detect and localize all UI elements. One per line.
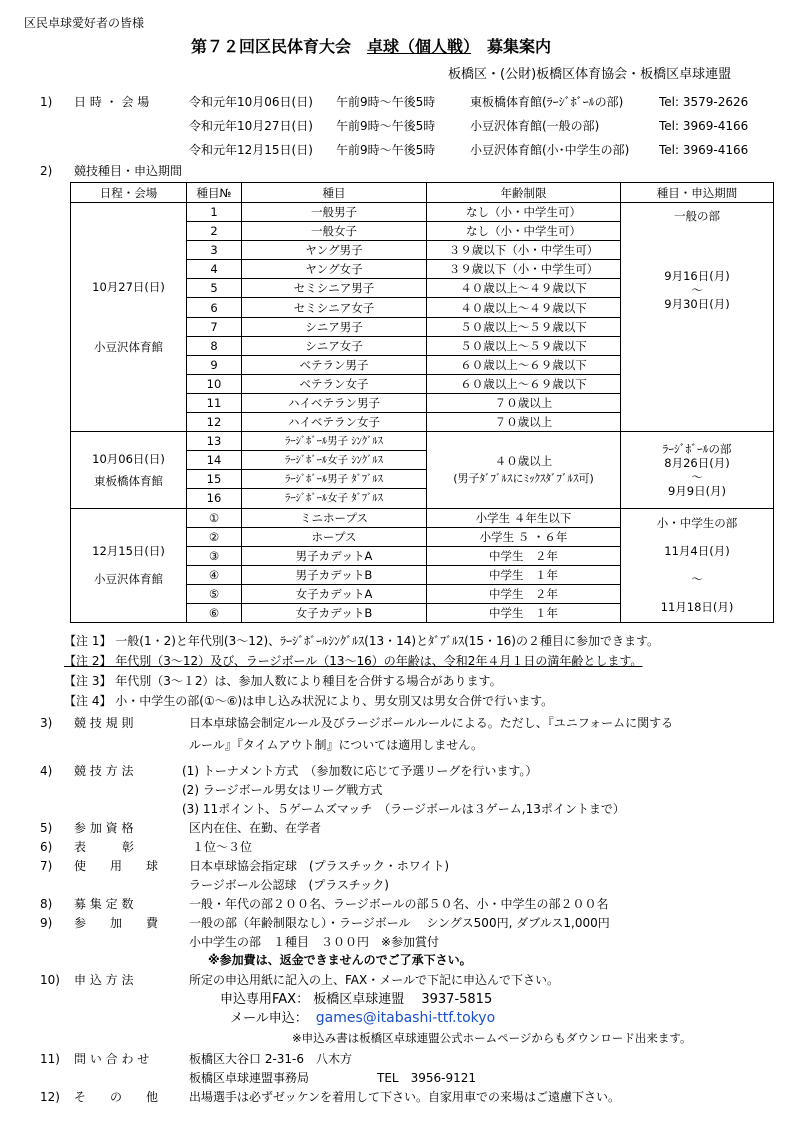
s6-text: １位～３位 [192, 840, 253, 854]
mail-link[interactable]: games@itabashi-ttf.tokyo [315, 1010, 496, 1026]
s1-row1-date: 令和元年10月06日(日) [189, 95, 313, 109]
s4-line3: (3) 11ポイント、５ゲームズマッチ （ラージボールは３ゲーム,13ポイントまで） [182, 802, 625, 816]
note-2: 【注 2】 年代別（3～12）及び、ラージボール（13～16）の年齢は、令和2年４月１日の満年齢とします。 [64, 654, 643, 668]
addressee: 区民卓球愛好者の皆様 [24, 16, 145, 30]
g1-period-tilde: ～ [691, 283, 703, 297]
s9-label: 参 加 費 [74, 916, 159, 930]
s9-line2: 小中学生の部 １種目 ３００円 ※参加賞付 [189, 935, 440, 949]
g1-event: 一般女子 [242, 222, 427, 241]
g2-no: 15 [187, 470, 242, 489]
s7-num: 7) [40, 859, 53, 873]
s10-line1: 所定の申込用紙に記入の上、FAX・メールで下記に申込んで下さい。 [189, 973, 559, 987]
fax-label: 申込専用FAX： [220, 992, 310, 1007]
g1-event: ハイベテラン男子 [242, 393, 427, 412]
g3-schedule-cell [71, 508, 187, 623]
g3-no: ⑥ [187, 603, 242, 622]
s8-num: 8) [40, 897, 53, 911]
g1-schedule-cell [71, 203, 187, 432]
th-schedule: 日程・会場 [71, 183, 187, 203]
s9-line1: 一般の部（年齢制限なし）・ラージボール シングス500円, ダブルス1,000円 [189, 916, 610, 930]
s7-line1: 日本卓球協会指定球 (プラスチック・ホワイト) [189, 859, 450, 873]
g2-event: ﾗｰｼﾞﾎﾞｰﾙ男子 ｼﾝｸﾞﾙｽ [242, 432, 427, 451]
table-row [71, 203, 774, 222]
s1-row2-date: 令和元年10月27日(日) [189, 119, 313, 133]
s3-label: 競 技 規 則 [74, 716, 134, 730]
s6-num: 6) [40, 840, 53, 854]
s8-text: 一般・年代の部２００名、ラージボールの部５０名、小・中学生の部２００名 [189, 897, 609, 911]
table-row [71, 432, 774, 451]
g1-age: ５０歳以上～５９歳以下 [427, 336, 621, 355]
th-period: 種目・申込期間 [621, 183, 774, 203]
s7-label: 使 用 球 [74, 859, 159, 873]
g1-no: 7 [187, 317, 242, 336]
g2-period-cell [621, 432, 774, 508]
g1-no: 8 [187, 336, 242, 355]
g2-period-tilde: ～ [691, 469, 703, 484]
s4-line2: (2) ラージボール男女はリーグ戦方式 [182, 783, 383, 797]
s7-line2: ラージボール公認球 (プラスチック) [189, 878, 389, 892]
s11-label: 問 い 合 わ せ [74, 1052, 150, 1066]
s12-text: 出場選手は必ずゼッケンを着用して下さい。自家用車での来場はご遠慮下さい。 [189, 1090, 621, 1104]
g1-age: ７０歳以上 [427, 393, 621, 412]
s2-label: 競技種目・申込期間 [74, 164, 183, 178]
s1-row1-tel: Tel: 3579-2626 [659, 95, 749, 109]
s11-line2a: 板橋区卓球連盟事務局 [189, 1071, 310, 1085]
g3-age: 中学生 ２年 [427, 546, 621, 565]
s10-mail [230, 1009, 495, 1028]
g1-age: ７０歳以上 [427, 413, 621, 432]
g2-period-end: 9月9日(月) [667, 483, 727, 498]
g3-period-end: 11月18日(月) [660, 600, 734, 615]
table-row [71, 508, 774, 527]
g1-no: 4 [187, 260, 242, 279]
s1-row3-tel: Tel: 3969-4166 [659, 143, 749, 157]
g1-event: 一般男子 [242, 203, 427, 222]
s11-num: 11) [40, 1052, 60, 1066]
g2-event: ﾗｰｼﾞﾎﾞｰﾙ男子 ﾀﾞﾌﾞﾙｽ [242, 470, 427, 489]
g1-no: 6 [187, 298, 242, 317]
s3-num: 3) [40, 716, 53, 730]
g3-event: ホープス [242, 527, 427, 546]
g3-venue: 小豆沢体育館 [94, 572, 163, 587]
g2-event: ﾗｰｼﾞﾎﾞｰﾙ女子 ﾀﾞﾌﾞﾙｽ [242, 489, 427, 508]
g1-date: 10月27日(日) [92, 280, 165, 295]
note-3: 【注 3】 年代別（3～１2）は、参加人数により種目を合併する場合があります。 [64, 674, 502, 688]
g2-period-start: 8月26日(月) [664, 455, 730, 470]
g1-no: 10 [187, 374, 242, 393]
g1-event: セミシニア女子 [242, 298, 427, 317]
s8-label: 募 集 定 数 [74, 897, 134, 911]
g2-schedule-cell [71, 432, 187, 508]
s12-num: 12) [40, 1090, 60, 1104]
g1-no: 3 [187, 241, 242, 260]
organizers: 板橋区・(公財)板橋区体育協会・板橋区卓球連盟 [448, 67, 732, 82]
g1-age: ６０歳以上～６９歳以下 [427, 374, 621, 393]
g3-period-start: 11月4日(月) [664, 544, 730, 559]
page-title [191, 36, 551, 58]
g3-no: ③ [187, 546, 242, 565]
competition-table [70, 182, 774, 623]
g2-no: 16 [187, 489, 242, 508]
g2-no: 14 [187, 451, 242, 470]
g1-period-cell [621, 203, 774, 432]
g2-event: ﾗｰｼﾞﾎﾞｰﾙ女子 ｼﾝｸﾞﾙｽ [242, 451, 427, 470]
g1-no: 9 [187, 355, 242, 374]
s11-line2b: TEL 3956-9121 [377, 1071, 477, 1085]
g1-age: ５０歳以上～５９歳以下 [427, 317, 621, 336]
g3-period-tilde: ～ [691, 572, 703, 587]
g2-period-label: ﾗｰｼﾞﾎﾞｰﾙの部 [662, 441, 732, 456]
g1-no: 12 [187, 413, 242, 432]
g1-age: なし（小・中学生可） [427, 222, 621, 241]
s12-label: そ の 他 [74, 1090, 159, 1104]
g3-no: ④ [187, 565, 242, 584]
g3-no: ② [187, 527, 242, 546]
g3-event: 男子カデットB [242, 565, 427, 584]
g3-no: ① [187, 508, 242, 527]
s10-fax [220, 991, 492, 1009]
g3-period-label: 小・中学生の部 [656, 516, 738, 531]
fax-value: 板橋区卓球連盟 3937-5815 [313, 992, 493, 1007]
g1-no: 11 [187, 393, 242, 412]
g2-no: 13 [187, 432, 242, 451]
s9-line3: ※参加費は、返金できませんのでご了承下さい。 [208, 953, 472, 967]
g3-event: ミニホープス [242, 508, 427, 527]
note-1: 【注 1】 一般(1・2)と年代別(3～12)、ﾗｰｼﾞﾎﾞｰﾙｼﾝｸﾞﾙｽ(13・14)とﾀﾞﾌﾞﾙｽ(15・16)の２種目に参加できます。 [64, 634, 660, 648]
g1-age: ４０歳以上～４９歳以下 [427, 279, 621, 298]
s5-text: 区内在住、在勤、在学者 [189, 821, 322, 835]
g1-age: なし（小・中学生可） [427, 203, 621, 222]
s11-line1: 板橋区大谷口 2-31-6 八木方 [189, 1052, 353, 1066]
g3-event: 女子カデットA [242, 584, 427, 603]
note-4: 【注 4】 小・中学生の部(①～⑥)は申し込み状況により、男女別又は男女合併で行います。 [64, 694, 554, 708]
s4-num: 4) [40, 764, 53, 778]
g1-age: ３９歳以下（小・中学生可） [427, 260, 621, 279]
g3-date: 12月15日(日) [92, 544, 165, 559]
s5-label: 参 加 資 格 [74, 821, 134, 835]
s1-row1-venue: 東板橋体育館(ﾗｰｼﾞﾎﾞｰﾙの部) [470, 95, 624, 109]
g3-period-cell [621, 508, 774, 623]
s10-label: 申 込 方 法 [74, 973, 134, 987]
th-no: 種目№ [187, 183, 242, 203]
g1-event: シニア男子 [242, 317, 427, 336]
s4-line1: (1) トーナメント方式 （参加数に応じて予選リーグを行います。） [182, 764, 538, 778]
s4-label: 競 技 方 法 [74, 764, 134, 778]
g2-age-cell [427, 432, 621, 508]
s1-row2-tel: Tel: 3969-4166 [659, 119, 749, 133]
s10-num: 10) [40, 973, 60, 987]
g2-date: 10月06日(日) [92, 451, 165, 466]
mail-label: メール申込： [230, 1011, 308, 1026]
s5-num: 5) [40, 821, 53, 835]
title-prefix: 第７２回区民体育大会 [191, 37, 368, 56]
g1-period-label: 一般の部 [674, 209, 720, 223]
s1-row3-time: 午前9時～午後5時 [336, 143, 436, 157]
g1-event: セミシニア男子 [242, 279, 427, 298]
s3-line1: 日本卓球協会制定ルール及びラージボールルールによる。ただし、『ユニフォームに関する [189, 716, 674, 730]
g1-no: 5 [187, 279, 242, 298]
g1-period-end: 9月30日(月) [664, 297, 730, 311]
s6-label: 表 彰 [74, 840, 135, 854]
s3-line2: ルール』『タイムアウト制』については適用しません。 [189, 738, 484, 752]
g1-period-start: 9月16日(月) [664, 269, 730, 283]
s1-row2-time: 午前9時～午後5時 [336, 119, 436, 133]
s10-note: ※申込み書は板橋区卓球連盟公式ホームページからもダウンロード出来ます。 [292, 1031, 692, 1045]
g1-event: ベテラン女子 [242, 374, 427, 393]
s1-row2-venue: 小豆沢体育館(一般の部) [470, 119, 600, 133]
s1-row1-time: 午前9時～午後5時 [336, 95, 436, 109]
title-suffix: 募集案内 [471, 37, 552, 56]
s9-num: 9) [40, 916, 53, 930]
g1-no: 2 [187, 222, 242, 241]
g1-venue: 小豆沢体育館 [94, 340, 163, 355]
g1-event: ベテラン男子 [242, 355, 427, 374]
s1-row3-date: 令和元年12月15日(日) [189, 143, 313, 157]
g3-age: 小学生 ５ ・６年 [427, 527, 621, 546]
table-header-row [71, 183, 774, 203]
g2-venue: 東板橋体育館 [94, 473, 163, 488]
g2-age-note: (男子ﾀﾞﾌﾞﾙｽにﾐｯｸｽﾀﾞﾌﾞﾙｽ可) [453, 471, 594, 485]
g3-age: 小学生 ４年生以下 [427, 508, 621, 527]
g3-event: 男子カデットA [242, 546, 427, 565]
g1-age: ３９歳以下（小・中学生可） [427, 241, 621, 260]
s1-row3-venue: 小豆沢体育館(小･中学生の部) [470, 143, 630, 157]
s1-num: 1) [40, 95, 53, 109]
g1-event: ヤング女子 [242, 260, 427, 279]
g1-event: ヤング男子 [242, 241, 427, 260]
s1-label: 日 時 ・ 会 場 [74, 95, 150, 109]
g1-event: シニア女子 [242, 336, 427, 355]
g1-age: ４０歳以上～４９歳以下 [427, 298, 621, 317]
th-age: 年齢制限 [427, 183, 621, 203]
g3-age: 中学生 １年 [427, 565, 621, 584]
s2-num: 2) [40, 164, 53, 178]
g3-event: 女子カデットB [242, 603, 427, 622]
th-event: 種目 [242, 183, 427, 203]
g1-no: 1 [187, 203, 242, 222]
g3-no: ⑤ [187, 584, 242, 603]
g3-age: 中学生 ２年 [427, 584, 621, 603]
g1-event: ハイベテラン女子 [242, 413, 427, 432]
g2-age: ４０歳以上 [494, 453, 553, 468]
title-event: 卓球（個人戦） [367, 37, 472, 56]
g1-age: ６０歳以上～６９歳以下 [427, 355, 621, 374]
g3-age: 中学生 １年 [427, 603, 621, 622]
